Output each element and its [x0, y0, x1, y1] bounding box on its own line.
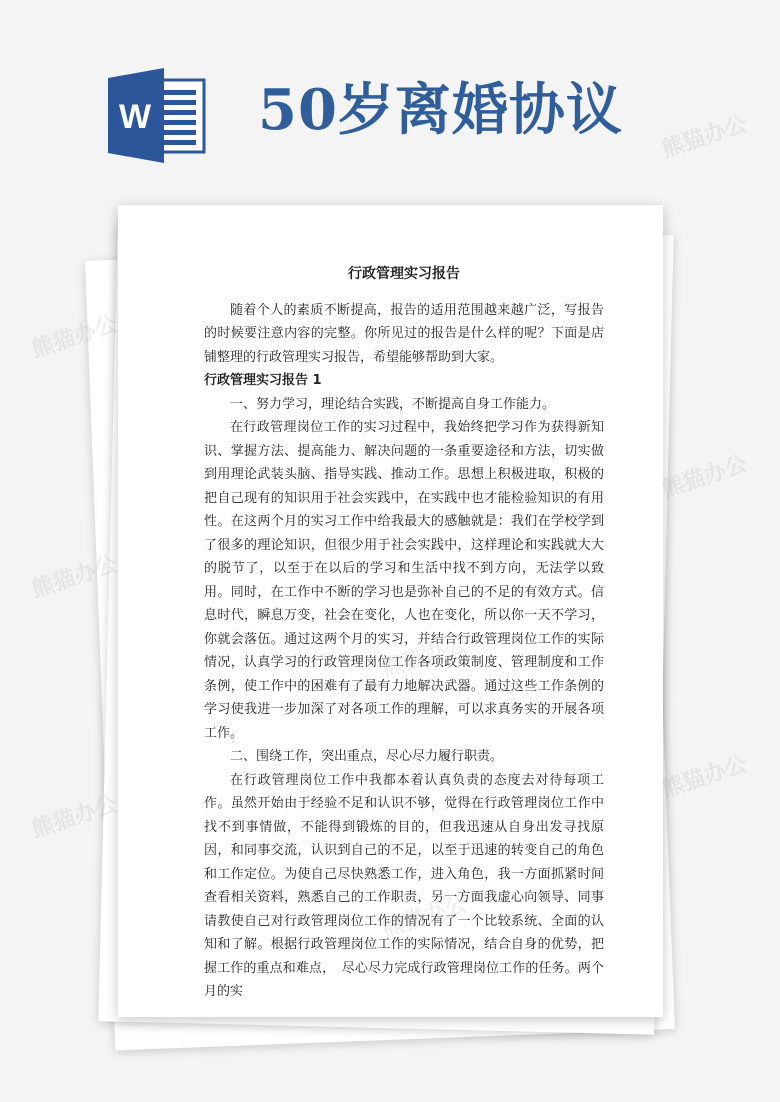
word-document-icon — [108, 68, 208, 163]
paragraph: 在行政管理岗位工作中我都本着认真负责的态度去对待每项工作。虽然开始由于经验不足和认识不够，觉得在行政管理岗位工作中找不到事情做，不能得到锻炼的目的，但我迅速从自身出发寻找原因，和同事交流，认识到自己的不足，以至于迅速的转变自己的角色和工作定位。为使自己尽快熟悉工作，进入角色，我一方面抓紧时间查看相关资料，熟悉自己的工作职责，另一方面我虚心向领导、同事请教使自己对行政管理岗位工作的情况有了一个比较系统、全面的认知和了解。根据行政管理岗位工作的实际情况，结合自身的优势，把握工作的重点和难点， 尽心尽力完成行政管理岗位工作的任务。两个月的实 — [204, 772, 604, 999]
document-body — [204, 263, 604, 1004]
paragraph-heading: 二、围绕工作，突出重点，尽心尽力履行职责。 — [230, 749, 504, 764]
watermark: 熊猫办公 — [658, 751, 751, 803]
watermark: 熊猫办公 — [28, 551, 121, 603]
paragraph: 在行政管理岗位工作的实习过程中，我始终把学习作为获得新知识、掌握方法、提高能力、解决问题的一条重要途径和方法，切实做到用理论武装头脑、指导实践、推动工作。思想上积极进取，积极的把自己现有的知识用于社会实践中，在实践中也才能检验知识的有用性。在这两个月的实习工作中给我最大的感触就是：我们在学校学到了很多的理论知识，但很少用于社会实践中，这样理论和实践就大大的脱节了，以至于在以后的学习和生活中找不到方向，无法学以致用。同时，在工作中不断的学习也是弥补自己的不足的有效方式。信息时代，瞬息万变，社会在变化，人也在变化，所以你一天不学习，你就会落伍。通过这两个月的实习，并结合行政管理岗位工作的实际情况，认真学习的行政管理岗位工作各项政策制度、管理制度和工作条例，使工作中的困难有了最有力地解决武器。通过这些工作条例的学习使我进一步加深了对各项工作的理解，可以求真务实的开展各项工作。 — [204, 420, 604, 741]
document-page — [118, 205, 663, 1017]
intro-paragraph: 随着个人的素质不断提高，报告的适用范围越来越广泛，写报告的时候要注意内容的完整。你所见过的报告是什么样的呢？下面是店铺整理的行政管理实习报告，希望能够帮助到大家。 — [204, 302, 604, 365]
page-title: 50岁离婚协议 — [258, 77, 623, 143]
report-title: 行政管理实习报告 — [348, 266, 460, 282]
watermark: 熊猫办公 — [658, 111, 751, 163]
watermark: 熊猫办公 — [28, 311, 121, 363]
section-title: 行政管理实习报告 1 — [204, 373, 322, 388]
paragraph-heading: 一、努力学习，理论结合实践，不断提高自身工作能力。 — [230, 396, 556, 412]
watermark: 熊猫办公 — [658, 451, 751, 503]
watermark: 熊猫办公 — [28, 791, 121, 843]
svg-text:W: W — [118, 98, 152, 136]
